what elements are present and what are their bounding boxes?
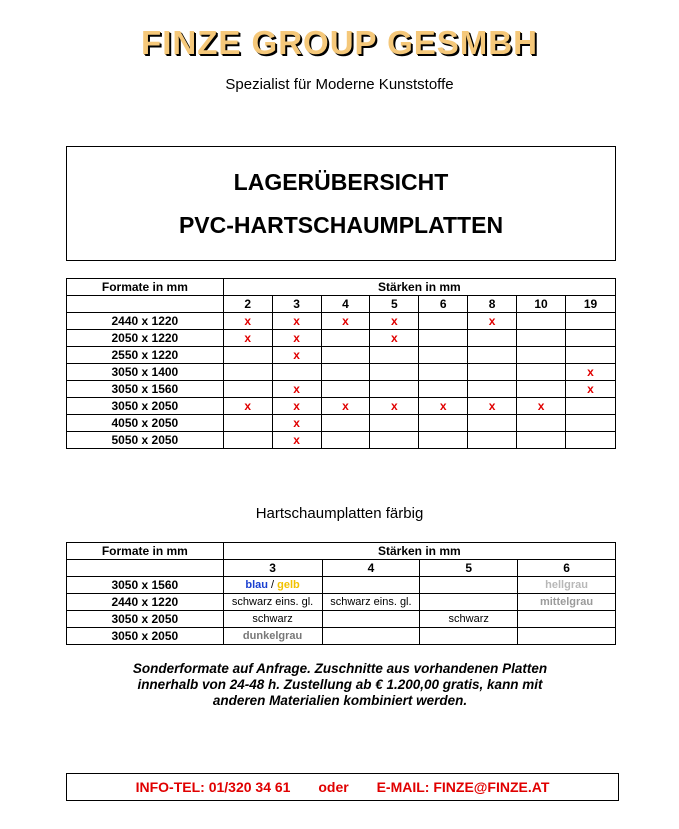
thickness-header: 5 (420, 560, 518, 577)
thickness-header: 6 (419, 296, 468, 313)
color-cell (322, 577, 420, 594)
stock-mark (517, 313, 566, 330)
stock-mark (565, 415, 615, 432)
thickness-header: 6 (518, 560, 616, 577)
format-cell: 3050 x 1400 (67, 364, 224, 381)
stock-mark (370, 364, 419, 381)
format-cell: 3050 x 2050 (67, 628, 224, 645)
table-row (67, 364, 616, 381)
header-formats: Formate in mm (67, 279, 224, 296)
thickness-header: 10 (517, 296, 566, 313)
stock-mark (370, 415, 419, 432)
table-row (67, 415, 616, 432)
stock-mark (517, 364, 566, 381)
stock-mark: x (370, 398, 419, 415)
color-cell (518, 611, 616, 628)
header-empty (67, 296, 224, 313)
stock-mark (565, 432, 615, 449)
note-line: Sonderformate auf Anfrage. Zuschnitte aus vorhandenen Platten (132, 661, 548, 676)
info-email[interactable]: E-MAIL: FINZE@FINZE.AT (376, 779, 550, 795)
stock-mark (272, 364, 321, 381)
stock-mark (223, 347, 272, 364)
stock-mark (419, 432, 468, 449)
stock-mark (419, 330, 468, 347)
header-empty (67, 560, 224, 577)
stock-mark (517, 415, 566, 432)
stock-mark (321, 381, 370, 398)
format-cell: 2050 x 1220 (67, 330, 224, 347)
stock-mark (468, 415, 517, 432)
color-separator: / (267, 579, 278, 591)
stock-mark: x (223, 330, 272, 347)
stock-mark: x (272, 432, 321, 449)
thickness-header: 8 (468, 296, 517, 313)
stock-mark (321, 330, 370, 347)
stock-mark (223, 364, 272, 381)
thickness-header: 5 (370, 296, 419, 313)
stock-mark (370, 347, 419, 364)
thickness-header: 2 (223, 296, 272, 313)
thickness-header: 4 (322, 560, 420, 577)
title-line-2: PVC-HARTSCHAUMPLATTEN (178, 212, 504, 238)
format-cell: 3050 x 2050 (67, 611, 224, 628)
color-cell: schwarz eins. gl. (322, 594, 420, 611)
stock-mark (321, 415, 370, 432)
stock-table-colored (66, 542, 616, 645)
stock-mark: x (272, 398, 321, 415)
stock-mark (517, 432, 566, 449)
format-cell: 2440 x 1220 (67, 594, 224, 611)
colored-subtitle: Hartschaumplatten färbig (255, 505, 424, 522)
table-row (67, 432, 616, 449)
contact-footer (66, 773, 619, 801)
stock-mark (419, 364, 468, 381)
format-cell: 3050 x 1560 (67, 381, 224, 398)
format-cell: 3050 x 2050 (67, 398, 224, 415)
thickness-header: 3 (223, 560, 322, 577)
stock-mark (321, 432, 370, 449)
color-cell: schwarz eins. gl. (223, 594, 322, 611)
color-cell (420, 577, 518, 594)
format-cell: 4050 x 2050 (67, 415, 224, 432)
color-cell (223, 577, 322, 594)
table-row (67, 330, 616, 347)
stock-mark (419, 347, 468, 364)
stock-mark (419, 313, 468, 330)
note-line: anderen Materialien kombiniert werden. (212, 693, 468, 708)
color-cell (518, 628, 616, 645)
title-box (66, 146, 616, 261)
header-formats: Formate in mm (67, 543, 224, 560)
stock-mark (565, 398, 615, 415)
stock-mark: x (468, 313, 517, 330)
stock-mark (517, 381, 566, 398)
title-line-1: LAGERÜBERSICHT (233, 169, 449, 195)
table-row (67, 347, 616, 364)
stock-mark: x (272, 313, 321, 330)
stock-mark (419, 415, 468, 432)
stock-mark (517, 347, 566, 364)
color-cell: dunkelgrau (223, 628, 322, 645)
stock-mark: x (565, 364, 615, 381)
color-cell (420, 594, 518, 611)
stock-table-standard (66, 278, 616, 449)
stock-mark (565, 313, 615, 330)
format-cell: 2440 x 1220 (67, 313, 224, 330)
table-row (67, 398, 616, 415)
stock-mark: x (272, 347, 321, 364)
stock-mark (321, 364, 370, 381)
thickness-header: 19 (565, 296, 615, 313)
header-thickness: Stärken in mm (223, 543, 615, 560)
color-cell (420, 628, 518, 645)
thickness-header: 4 (321, 296, 370, 313)
stock-mark: x (321, 313, 370, 330)
header-thickness: Stärken in mm (223, 279, 615, 296)
stock-mark (419, 381, 468, 398)
stock-mark (565, 330, 615, 347)
stock-mark: x (272, 415, 321, 432)
stock-mark (321, 347, 370, 364)
stock-mark (223, 432, 272, 449)
stock-mark (370, 381, 419, 398)
stock-mark (468, 381, 517, 398)
company-name: FINZE GROUP GESMBH (141, 24, 538, 61)
stock-mark: x (517, 398, 566, 415)
stock-mark: x (370, 330, 419, 347)
color-yellow: gelb (277, 579, 300, 591)
stock-mark (468, 347, 517, 364)
color-cell (322, 628, 420, 645)
format-cell: 5050 x 2050 (67, 432, 224, 449)
stock-mark: x (272, 381, 321, 398)
table-row (67, 381, 616, 398)
stock-mark (468, 432, 517, 449)
note-line: innerhalb von 24-48 h. Zustellung ab € 1.200,00 gratis, kann mit (137, 677, 543, 692)
table-row (67, 313, 616, 330)
stock-mark: x (468, 398, 517, 415)
stock-mark (223, 381, 272, 398)
stock-mark (468, 330, 517, 347)
stock-mark: x (419, 398, 468, 415)
stock-mark: x (223, 313, 272, 330)
info-tel[interactable]: INFO-TEL: 01/320 34 61 (135, 779, 291, 795)
thickness-header: 3 (272, 296, 321, 313)
or-label: oder (318, 779, 349, 795)
stock-mark: x (370, 313, 419, 330)
color-cell: mittelgrau (518, 594, 616, 611)
stock-mark: x (223, 398, 272, 415)
stock-mark (223, 415, 272, 432)
stock-mark (565, 347, 615, 364)
color-cell: schwarz (420, 611, 518, 628)
format-cell: 2550 x 1220 (67, 347, 224, 364)
stock-mark: x (565, 381, 615, 398)
format-cell: 3050 x 1560 (67, 577, 224, 594)
tagline: Spezialist für Moderne Kunststoffe (225, 76, 454, 93)
stock-mark (517, 330, 566, 347)
stock-mark (468, 364, 517, 381)
color-cell: schwarz (223, 611, 322, 628)
color-blue: blau (245, 579, 268, 591)
color-cell (322, 611, 420, 628)
stock-mark: x (321, 398, 370, 415)
special-formats-note (60, 661, 620, 709)
stock-mark (370, 432, 419, 449)
color-cell: hellgrau (518, 577, 616, 594)
stock-mark: x (272, 330, 321, 347)
